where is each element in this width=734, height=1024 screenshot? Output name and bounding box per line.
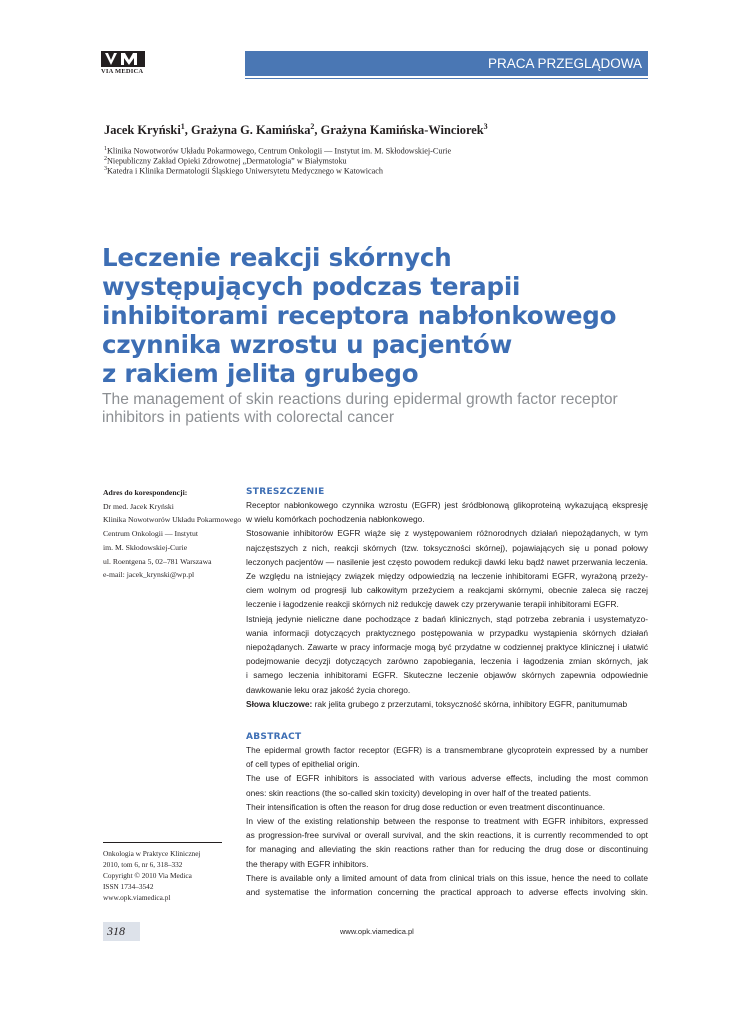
author-name: , Grażyna G. Kamińska xyxy=(184,123,311,138)
correspondence-line: Klinika Nowotworów Układu Pokarmowego xyxy=(103,515,242,525)
journal-info-line: Copyright © 2010 Via Medica xyxy=(103,871,192,880)
author-affiliation-ref: 3 xyxy=(483,122,488,131)
text-line: podejmowanie decyzji dotyczących zarówno zapobiegania, leczenia i łagodzenia zmian skórnych, jak xyxy=(246,656,648,667)
vm-logo-icon xyxy=(101,51,145,67)
author-list xyxy=(104,122,488,138)
text-line: w wielu komórkach pochodzenia nabłonkowego. xyxy=(246,514,425,525)
correspondence-heading: Adres do korespondencji: xyxy=(103,488,188,497)
keywords-text: rak jelita grubego z przerzutami, toksyczność skórna, inhibitory EGFR, panitumumab xyxy=(312,698,628,709)
title-line: czynnika wzrostu u pacjentów xyxy=(102,330,513,359)
text-line: as progression-free survival or overall survival, and the skin reactions, it is currently recommended to opt xyxy=(246,830,648,841)
title-line: inhibitorami receptora nabłonkowego xyxy=(102,301,617,330)
text-line: of cell types of epithelial origin. xyxy=(246,759,360,770)
text-line: Istnieją jedynie nieliczne dane pochodzące z badań klinicznych, stąd potrzeba zebrania i usystematyzo- xyxy=(246,613,648,624)
streszczenie-body xyxy=(246,498,648,711)
affiliation-text: Niepubliczny Zakład Opieki Zdrowotnej „Dermatologia” w Białymstoku xyxy=(107,156,347,166)
text-line: i samego leczenia inhibitorami EGFR. Skuteczne leczenie objawów skórnych zapewnia odpowiednie xyxy=(246,670,648,681)
correspondence-line: Centrum Onkologii — Instytut xyxy=(103,529,199,539)
text-line: dawkowanie leku oraz jakość życia chorego. xyxy=(246,684,411,695)
english-title-line: The management of skin reactions during epidermal growth factor receptor xyxy=(102,391,618,408)
author-name: , Grażyna Kamińska-Winciorek xyxy=(314,123,484,138)
author-name: Jacek Kryński xyxy=(104,123,181,138)
logo-text: VIA MEDICA xyxy=(101,68,144,75)
affiliation xyxy=(104,164,383,177)
article-title xyxy=(102,243,682,388)
text-line: najczęstszych z nich, reakcji skórnych (tzw. toksyczności skórnej), pojawiających się u ponad połowy xyxy=(246,542,648,553)
abstract-heading: ABSTRACT xyxy=(246,732,302,742)
text-line: leczenie i łagodzenie reakcji skórnych niż redukcję dawek czy przerywanie terapii inhibitorami EGFR. xyxy=(246,599,619,610)
text-line: The epidermal growth factor receptor (EGFR) is a transmembrane glycoprotein expressed by a number xyxy=(246,745,648,755)
title-line: z rakiem jelita grubego xyxy=(102,359,419,388)
streszczenie-heading: STRESZCZENIE xyxy=(246,487,325,497)
text-line: There is available only a limited amount of data from clinical trials on this issue, hence the need to collate xyxy=(246,872,648,883)
text-line: leczonych pacjentów — nasilenie jest często powodem redukcji dawki leku bądź nawet przerwania leczenia. xyxy=(246,556,648,567)
title-line: Leczenie reakcji skórnych xyxy=(102,243,452,272)
text-line: the therapy with EGFR inhibitors. xyxy=(246,858,369,869)
text-line: and systematise the information concerning the practical approach to adverse effects involving skin. xyxy=(246,887,648,898)
text-line: for managing and alleviating the skin reactions rather than for reducing the drug dose or discontinuing xyxy=(246,844,648,855)
journal-info-line: Onkologia w Praktyce Klinicznej xyxy=(103,849,201,858)
section-label: PRACA PRZEGLĄDOWA xyxy=(245,51,648,76)
journal-info-line: 2010, tom 6, nr 6, 318–332 xyxy=(103,860,183,869)
text-line: ciem wolnym od progresji lub całkowitym przeżyciem a reakcjami skórnymi, obecnie zaleca się raczej xyxy=(246,585,648,596)
footer-url: www.opk.viamedica.pl xyxy=(340,927,414,936)
text-line: Their intensification is often the reason for drug dose reduction or even treatment discontinuance. xyxy=(246,801,605,812)
correspondence-email: e-mail: jacek_krynski@wp.pl xyxy=(103,570,195,580)
text-line: The use of EGFR inhibitors is associated with various adverse effects, including the most common xyxy=(246,773,648,784)
affiliation-number: 3 xyxy=(104,166,107,172)
correspondence-line: ul. Roentgena 5, 02–781 Warszawa xyxy=(103,556,212,566)
journal-info-rule xyxy=(103,842,222,843)
correspondence-address xyxy=(103,486,243,582)
english-title-line: inhibitors in patients with colorectal cancer xyxy=(102,408,395,426)
keywords-label: Słowa kluczowe: xyxy=(246,698,313,709)
keywords-line xyxy=(246,697,648,711)
text-line: Ze względu na istniejący związek między odpowiedzią na leczenie inhibitorami EGFR, wyrażoną przeży- xyxy=(246,571,648,582)
text-line: ones: skin reactions (the so-called skin toxicity) developing in over half of the treated patients. xyxy=(246,787,592,798)
affiliation-number: 2 xyxy=(104,156,107,162)
english-title xyxy=(102,391,662,426)
affiliation-text: Katedra i Klinika Dermatologii Śląskiego Uniwersytetu Medycznego w Katowicach xyxy=(107,166,384,176)
correspondence-line: Dr med. Jacek Kryński xyxy=(103,501,174,511)
author-affiliation-ref: 1 xyxy=(180,122,185,131)
via-medica-logo xyxy=(101,51,157,75)
text-line: wania informacji dotyczących praktycznego postępowania w przypadku wystąpienia skórnych działań xyxy=(246,627,648,638)
affiliation-text: Klinika Nowotworów Układu Pokarmowego, Centrum Onkologii — Instytut im. M. Skłodowskiej-Curie xyxy=(107,146,452,156)
journal-info-line: www.opk.viamedica.pl xyxy=(103,893,171,902)
correspondence-line: im. M. Skłodowskiej-Curie xyxy=(103,542,188,552)
journal-info xyxy=(103,848,243,903)
header-rule xyxy=(245,78,648,79)
author-affiliation-ref: 2 xyxy=(310,122,315,131)
abstract-body xyxy=(246,743,648,899)
title-line: występujących podczas terapii xyxy=(102,272,521,301)
affiliation-number: 1 xyxy=(104,146,107,152)
journal-info-line: ISSN 1734–3542 xyxy=(103,882,154,891)
text-line: Receptor nabłonkowego czynnika wzrostu (EGFR) jest śródbłonową glikoproteiną wykazującą ekspresję xyxy=(246,500,648,510)
text-line: niepożądanych. Zawarte w pracy informacje mogą być przydatne w codziennej praktyce klinicznej i ułatwić xyxy=(246,642,648,653)
text-line: In view of the existing relationship between the response to treatment with EGFR inhibitors, expressed xyxy=(246,816,648,827)
page-number: 318 xyxy=(103,922,140,941)
text-line: Stosowanie inhibitorów EGFR wiąże się z występowaniem różnorodnych działań niepożądanych, w tym xyxy=(246,528,648,539)
